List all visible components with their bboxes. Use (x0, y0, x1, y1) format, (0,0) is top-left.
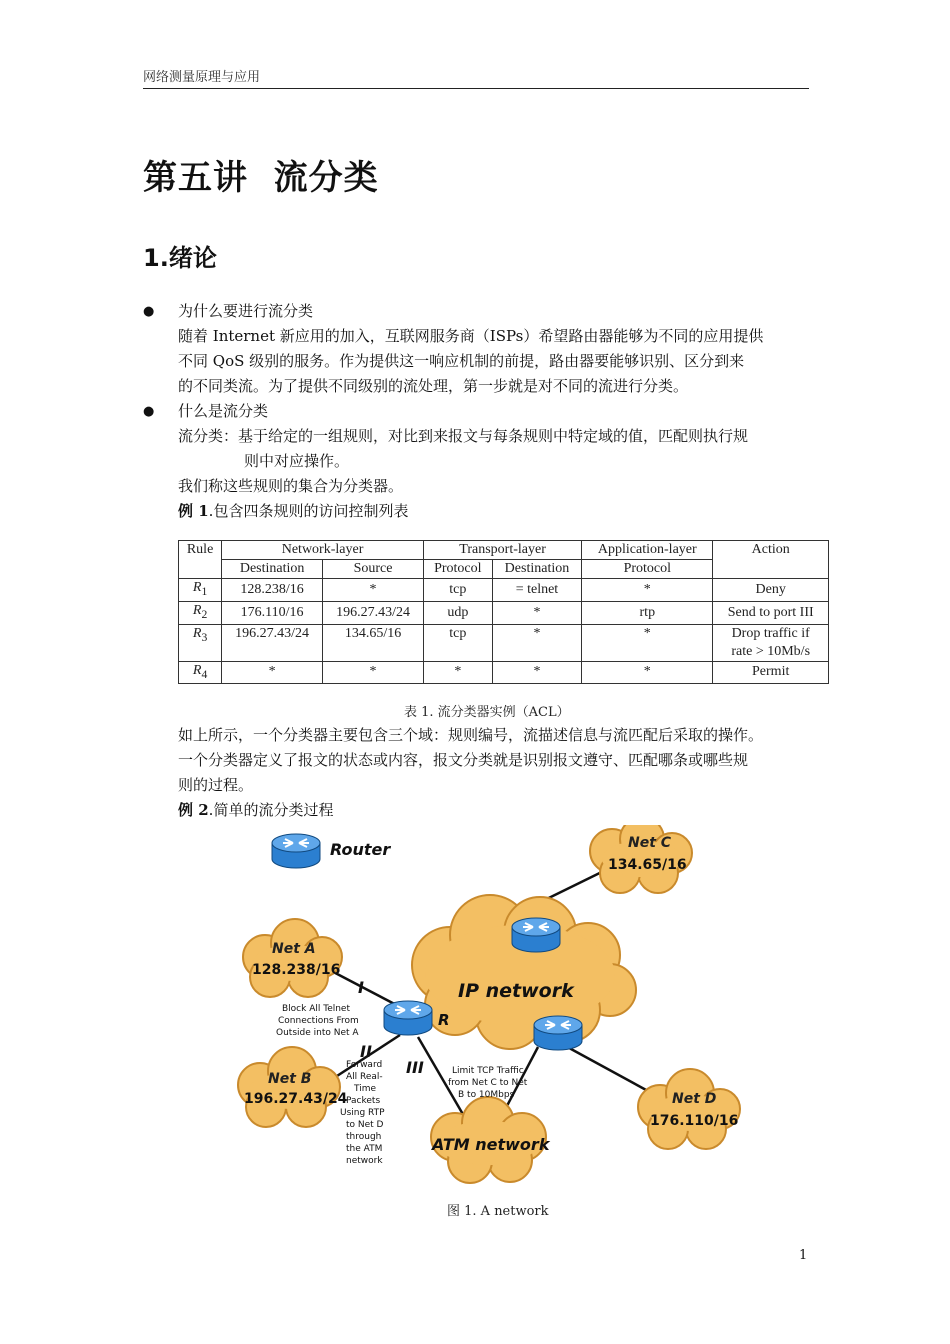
interface-label-i: I (358, 978, 364, 997)
acl-table (178, 540, 829, 684)
example2-text: .简单的流分类过程 (208, 801, 334, 819)
action-line-2: rate > 10Mb/s (731, 643, 811, 659)
table-row (179, 661, 829, 684)
page-number: 1 (799, 1248, 808, 1263)
paragraph-line-3: 则的过程。 (178, 776, 254, 794)
running-header: 网络测量原理与应用 (143, 70, 261, 85)
th-protocol: Protocol (423, 560, 492, 579)
cell-transport-destination: * (492, 661, 582, 684)
bullet2-definition-2: 则中对应操作。 (244, 452, 350, 470)
table-row (179, 624, 829, 661)
svg-text:Using RTP: Using RTP (340, 1108, 385, 1118)
th-application-layer: Application-layer (582, 541, 713, 560)
rule-id: $R_1$ (179, 579, 222, 602)
th-source: Source (323, 560, 424, 579)
cell-source: * (323, 579, 424, 602)
cell-action: Send to port III (713, 601, 829, 624)
bullet2-definition-1: 流分类：基于给定的一组规则，对比到来报文与每条规则中特定域的值，匹配则执行规 (178, 427, 749, 445)
cell-destination: 196.27.43/24 (222, 624, 323, 661)
bullet1-label: 为什么要进行流分类 (178, 302, 314, 320)
bullet-marker-1: ● (143, 304, 155, 319)
router-netd-icon (534, 1016, 582, 1050)
router-legend-icon (272, 834, 320, 868)
net-a-prefix: 128.238/16 (252, 962, 341, 978)
example1-heading (178, 499, 408, 524)
svg-text:Connections From: Connections From (278, 1016, 359, 1026)
net-a-name: Net A (272, 941, 316, 957)
rule-id: $R_3$ (179, 624, 222, 661)
table-caption: 表 1. 流分类器实例（ACL） (404, 705, 570, 720)
interface-label-iii: III (406, 1058, 424, 1077)
net-b-name: Net B (268, 1071, 312, 1087)
bullet1-line-3: 的不同类流。为了提供不同级别的流处理，第一步就是对不同的流进行分类。 (178, 377, 689, 395)
svg-text:Outside into Net A: Outside into Net A (276, 1028, 359, 1038)
example2-prefix: 例 2 (178, 801, 209, 819)
net-d-name: Net D (672, 1091, 717, 1107)
cell-action: Permit (713, 661, 829, 684)
svg-text:B to 10Mbps: B to 10Mbps (458, 1090, 515, 1100)
router-label-r: R (438, 1011, 450, 1029)
cell-application-protocol: * (582, 579, 713, 602)
cell-action (713, 624, 829, 661)
cell-source: 134.65/16 (323, 624, 424, 661)
rule-id: $R_4$ (179, 661, 222, 684)
svg-text:Packets: Packets (346, 1096, 381, 1106)
svg-text:Block All Telnet: Block All Telnet (282, 1004, 350, 1014)
th-transport-layer: Transport-layer (423, 541, 581, 560)
svg-text:from Net C to Net: from Net C to Net (448, 1078, 528, 1088)
example2-heading (178, 798, 333, 823)
svg-text:through: through (346, 1132, 382, 1142)
net-a-cloud (243, 919, 342, 997)
th-rule: Rule (179, 541, 222, 579)
bullet-marker-2: ● (143, 404, 155, 419)
network-figure (220, 825, 760, 1195)
paragraph-line-1: 如上所示，一个分类器主要包含三个域：规则编号，流描述信息与流匹配后采取的操作。 (178, 726, 764, 744)
cell-destination: 128.238/16 (222, 579, 323, 602)
net-d-cloud (638, 1069, 740, 1149)
net-c-prefix: 134.65/16 (608, 857, 687, 873)
bullet2-line-3: 我们称这些规则的集合为分类器。 (178, 477, 404, 495)
net-b-prefix: 196.27.43/24 (244, 1091, 348, 1107)
cell-action: Deny (713, 579, 829, 602)
net-b-cloud (238, 1047, 340, 1127)
cell-protocol: tcp (423, 579, 492, 602)
note-block-telnet (276, 1004, 359, 1038)
action-line-1: Drop traffic if (731, 625, 810, 641)
svg-text:All Real-: All Real- (346, 1072, 383, 1082)
paragraph-line-2: 一个分类器定义了报文的状态或内容，报文分类就是识别报文遵守、匹配哪条或哪些规 (178, 751, 749, 769)
rule-id: $R_2$ (179, 601, 222, 624)
note-limit-tcp (448, 1066, 528, 1100)
router-legend-label: Router (330, 840, 391, 859)
lecture-title: 第五讲 流分类 (143, 158, 379, 198)
atm-network-label: ATM network (432, 1135, 550, 1154)
cell-application-protocol: * (582, 624, 713, 661)
figure-caption: 图 1. A network (447, 1204, 549, 1219)
bullet1-line-2: 不同 QoS 级别的服务。作为提供这一响应机制的前提，路由器要能够识别、区分到来 (178, 352, 745, 370)
svg-text:to Net D: to Net D (346, 1120, 384, 1130)
section-heading: 1.绪论 (143, 244, 217, 272)
note-forward-rtp (340, 1060, 385, 1166)
table-row (179, 579, 829, 602)
bullet1-line-1: 随着 Internet 新应用的加入，互联网服务商（ISPs）希望路由器能够为不同的应用提供 (178, 327, 764, 345)
router-r-icon (384, 1001, 432, 1035)
cell-protocol: * (423, 661, 492, 684)
cell-source: * (323, 661, 424, 684)
example1-prefix: 例 1 (178, 502, 209, 520)
th-action: Action (713, 541, 829, 579)
th-transport-destination: Destination (492, 560, 582, 579)
cell-transport-destination: * (492, 601, 582, 624)
svg-text:network: network (346, 1156, 383, 1166)
header-rule (143, 88, 809, 89)
ip-network-label: IP network (458, 980, 574, 1002)
svg-text:Forward: Forward (346, 1060, 383, 1070)
cell-protocol: udp (423, 601, 492, 624)
th-network-layer: Network-layer (222, 541, 424, 560)
cell-transport-destination: * (492, 624, 582, 661)
cell-application-protocol: * (582, 661, 713, 684)
th-destination: Destination (222, 560, 323, 579)
cell-destination: 176.110/16 (222, 601, 323, 624)
svg-text:Time: Time (354, 1084, 377, 1094)
cell-transport-destination: = telnet (492, 579, 582, 602)
cell-application-protocol: rtp (582, 601, 713, 624)
table-row (179, 601, 829, 624)
cell-destination: * (222, 661, 323, 684)
example1-text: .包含四条规则的访问控制列表 (208, 502, 409, 520)
router-netc-icon (512, 918, 560, 952)
svg-text:Limit TCP Traffic: Limit TCP Traffic (452, 1066, 524, 1076)
interface-label-ii: II (360, 1042, 372, 1061)
th-application-protocol: Protocol (582, 560, 713, 579)
cell-source: 196.27.43/24 (323, 601, 424, 624)
net-d-prefix: 176.110/16 (650, 1113, 739, 1129)
net-c-name: Net C (628, 835, 672, 851)
svg-text:the ATM: the ATM (346, 1144, 383, 1154)
bullet2-label: 什么是流分类 (178, 402, 269, 420)
cell-protocol: tcp (423, 624, 492, 661)
